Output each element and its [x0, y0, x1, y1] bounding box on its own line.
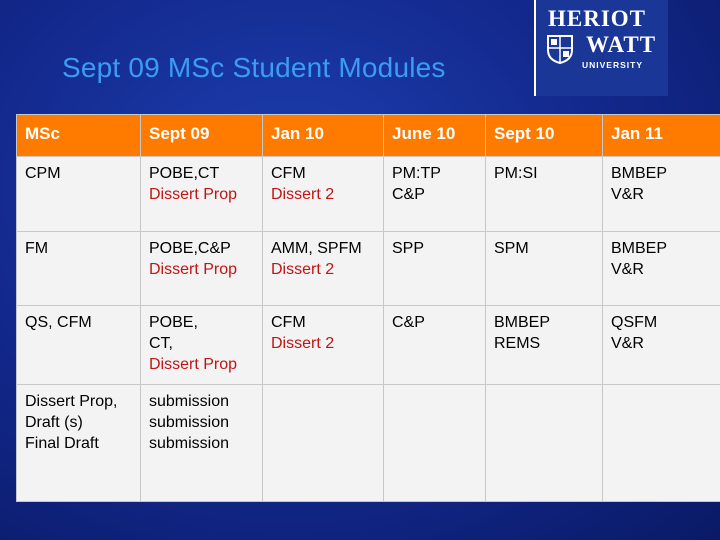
table-cell [603, 385, 720, 502]
modules-table [16, 114, 720, 502]
column-header: Sept 09 [141, 115, 263, 157]
cell-line: FM [25, 239, 49, 257]
logo-divider [534, 0, 536, 96]
cell-line: CFM [271, 314, 306, 332]
table-cell [486, 156, 603, 231]
table-cell [141, 385, 263, 502]
cell-line: BMBEP [611, 239, 668, 257]
table-cell [486, 306, 603, 385]
header-row [17, 115, 720, 157]
cell-line: V&R [611, 335, 644, 353]
cell-line: V&R [611, 260, 644, 278]
cell-line: Dissert Prop, [25, 393, 118, 411]
table-cell [263, 156, 384, 231]
logo-line-2: WATT [586, 32, 657, 57]
cell-line: Dissert 2 [271, 335, 335, 353]
cell-line: Dissert Prop [149, 356, 238, 374]
logo-line-3: UNIVERSITY [582, 60, 644, 70]
table-cell [17, 385, 141, 502]
cell-line: submission [149, 393, 230, 411]
cell-line: POBE,CT [149, 164, 220, 182]
column-header: MSc [17, 115, 141, 157]
cell-line: Dissert 2 [271, 260, 335, 278]
table-cell [384, 306, 486, 385]
column-header: June 10 [384, 115, 486, 157]
cell-line: POBE, [149, 314, 198, 332]
cell-line: Dissert 2 [271, 185, 335, 203]
cell-line: Dissert Prop [149, 185, 238, 203]
cell-line: SPM [494, 239, 529, 257]
cell-line: BMBEP [611, 164, 668, 182]
table-cell [384, 231, 486, 306]
table-cell [141, 156, 263, 231]
table-cell [263, 385, 384, 502]
page-title: Sept 09 MSc Student Modules [62, 52, 446, 83]
crest-icon [546, 34, 574, 64]
cell-line: BMBEP [494, 314, 551, 332]
university-logo [534, 0, 668, 96]
logo-line-1: HERIOT [548, 6, 647, 31]
table-cell [603, 156, 720, 231]
table-cell [384, 156, 486, 231]
table-cell [384, 385, 486, 502]
cell-line: C&P [392, 314, 425, 332]
cell-line: CT, [149, 335, 173, 353]
cell-line: Draft (s) [25, 414, 83, 432]
cell-line: AMM, SPFM [271, 239, 362, 257]
cell-line: CPM [25, 164, 61, 182]
table-cell [17, 306, 141, 385]
table-cell [263, 306, 384, 385]
cell-line: QS, CFM [25, 314, 92, 332]
table-cell [486, 231, 603, 306]
column-header: Jan 11 [603, 115, 720, 157]
cell-line: SPP [392, 239, 425, 257]
table-cell [141, 231, 263, 306]
cell-line: REMS [494, 335, 541, 353]
table-row [17, 231, 720, 306]
table-cell [486, 385, 603, 502]
cell-line: POBE,C&P [149, 239, 231, 257]
table-cell [603, 231, 720, 306]
table-row [17, 306, 720, 385]
column-header: Jan 10 [263, 115, 384, 157]
cell-line: PM:SI [494, 164, 538, 182]
table-cell [141, 306, 263, 385]
table-row [17, 156, 720, 231]
table-cell [17, 231, 141, 306]
cell-line: QSFM [611, 314, 658, 332]
table-cell [263, 231, 384, 306]
cell-line: submission [149, 414, 230, 432]
cell-line: C&P [392, 185, 425, 203]
cell-line: Dissert Prop [149, 260, 238, 278]
cell-line: PM:TP [392, 164, 441, 182]
table-row [17, 385, 720, 502]
cell-line: V&R [611, 185, 644, 203]
column-header: Sept 10 [486, 115, 603, 157]
cell-line: Final Draft [25, 435, 99, 453]
table-cell [17, 156, 141, 231]
table-cell [603, 306, 720, 385]
cell-line: CFM [271, 164, 306, 182]
cell-line: submission [149, 435, 230, 453]
